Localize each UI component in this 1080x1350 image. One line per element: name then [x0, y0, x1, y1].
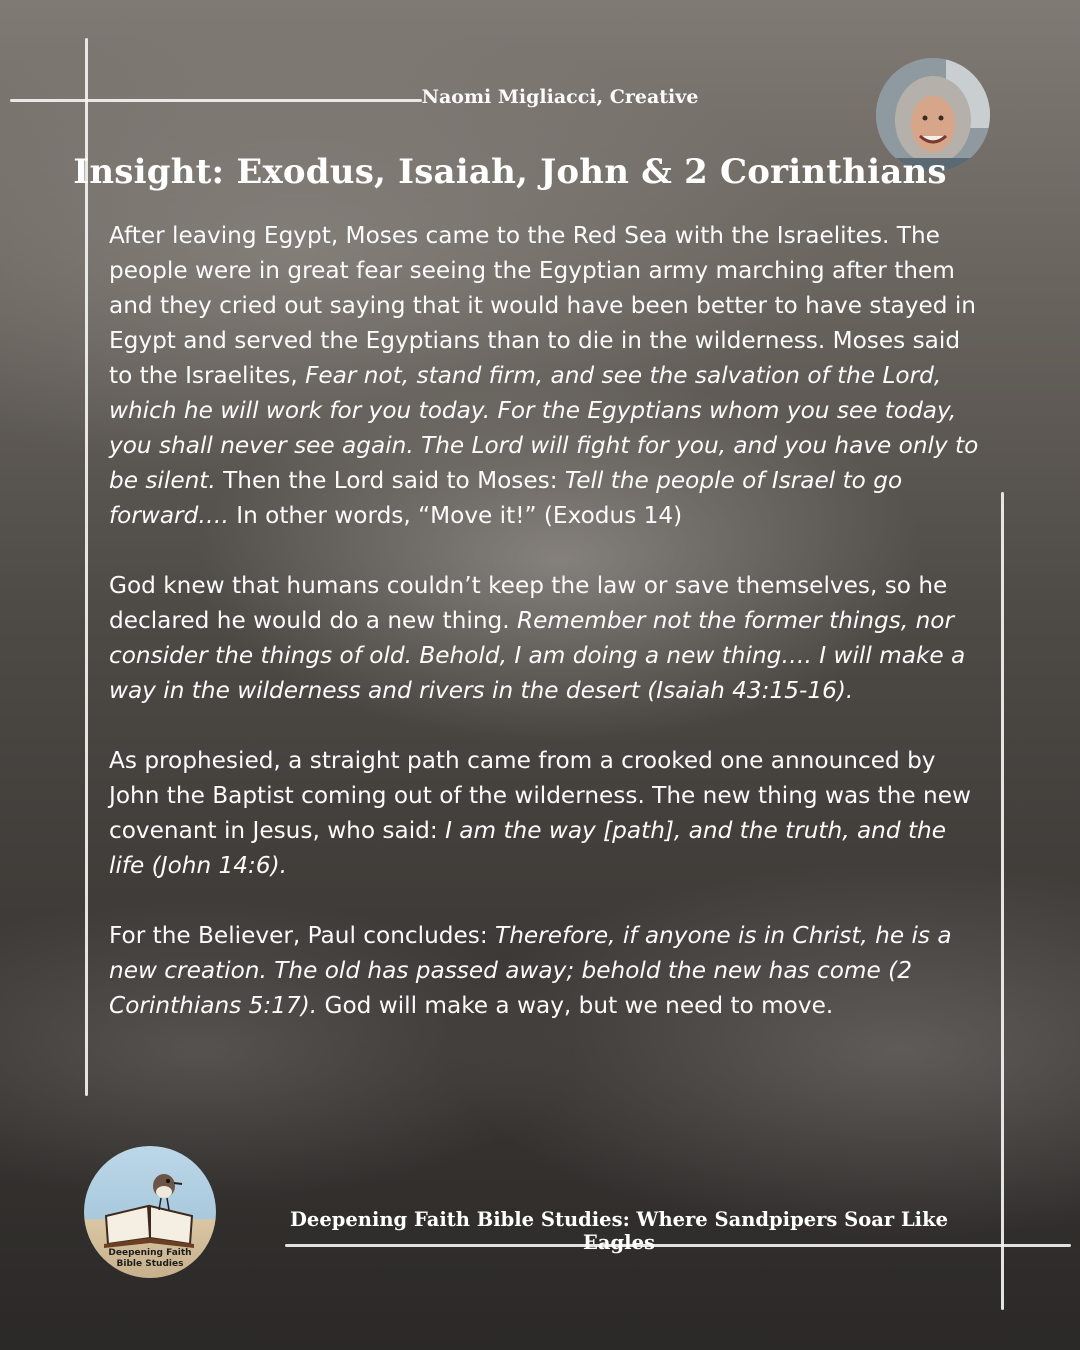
scripture-quote: Fear not, stand firm, and see the salvation of the Lord, which he will work for you today. For the Egyptians whom you see today, you shall never see again. The Lord will fight for you, and you have only to be silent.	[109, 362, 979, 494]
body-text: God will make a way, but we need to move.	[317, 992, 834, 1019]
scripture-quote: Therefore, if anyone is in Christ, he is a new creation. The old has passed away; behold the new has come (2 Corinthians 5:17).	[109, 922, 952, 1019]
page-title: Insight: Exodus, Isaiah, John & 2 Corinthians	[73, 152, 947, 192]
paragraph-3	[109, 743, 979, 883]
scripture-quote: I am the way [path], and the truth, and the life (John 14:6).	[109, 817, 946, 879]
body-text: Then the Lord said to Moses:	[215, 467, 565, 494]
article-body	[109, 218, 979, 1058]
body-text: For the Believer, Paul concludes:	[109, 922, 496, 949]
body-text: After leaving Egypt, Moses came to the Red Sea with the Israelites. The people were in great fear seeing the Egyptian army marching after them and they cried out saying that it would have been better to have stayed in Egypt and served the Egyptians than to die in the wilderness. Moses said to the Israelites,	[109, 222, 976, 389]
logo-line-1: Deepening Faith	[108, 1248, 192, 1258]
author-credit: Naomi Migliacci, Creative	[421, 86, 699, 108]
paragraph-1	[109, 218, 979, 533]
body-text: As prophesied, a straight path came from a crooked one announced by John the Baptist coming out of the wilderness. The new thing was the new covenant in Jesus, who said:	[109, 747, 971, 844]
frame-line-top-left	[10, 99, 422, 102]
body-text: God knew that humans couldn’t keep the law or save themselves, so he declared he would do a new thing.	[109, 572, 948, 634]
scripture-quote: Tell the people of Israel to go forward….	[109, 467, 903, 529]
frame-line-right-vertical	[1001, 492, 1004, 1310]
frame-line-left-vertical	[85, 38, 88, 1096]
logo-line-2: Bible Studies	[116, 1259, 184, 1269]
scripture-quote: Remember not the former things, nor consider the things of old. Behold, I am doing a new thing…. I will make a way in the wilderness and rivers in the desert (Isaiah 43:15-16).	[109, 607, 966, 704]
footer-tagline: Deepening Faith Bible Studies: Where Sandpipers Soar Like Eagles	[290, 1208, 948, 1254]
deepening-faith-logo	[84, 1146, 216, 1278]
body-text: In other words, “Move it!” (Exodus 14)	[228, 502, 683, 529]
paragraph-4	[109, 918, 979, 1023]
paragraph-2	[109, 568, 979, 708]
